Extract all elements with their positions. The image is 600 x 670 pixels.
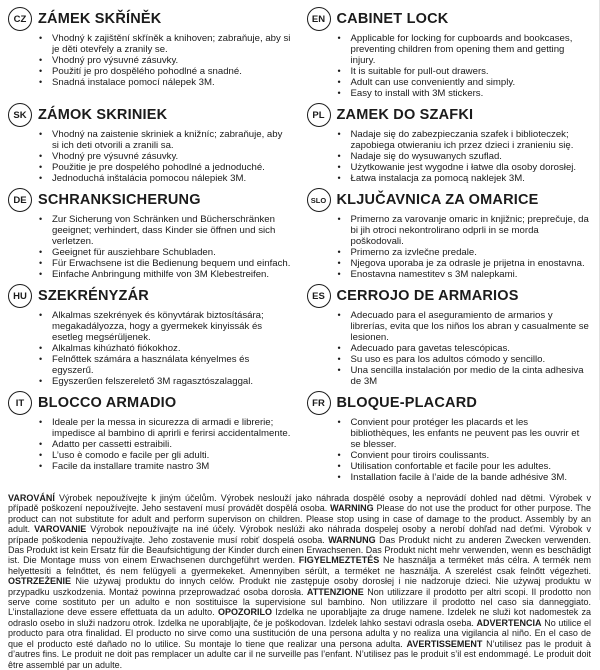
warning-body: Please do not use the product for other purpose. The product can not substitute for adult and perform supervison on children. Please stop using in case of damage to the product. Assembly by an adult. xyxy=(8,503,591,535)
language-badge-hu: HU xyxy=(8,284,32,308)
bullet-item: • Adult can use conveniently and simply. xyxy=(351,77,592,88)
bullet-list-es xyxy=(307,310,592,387)
warning-body: Ne használja a terméket más célra. A termék nem helyettesíti a felnőttet, és nem felügyeli a gyermekeket. Amennyiben sérült, a terméket ne használja. A szerelést csak felnőtt végezheti. xyxy=(8,555,591,576)
bullet-list-fr xyxy=(307,417,592,483)
section-title-fr: BLOQUE-PLACARD xyxy=(336,395,478,411)
bullet-list-en xyxy=(307,33,592,99)
bullet-item: • Adatto per cassetti estraibili. xyxy=(52,439,293,450)
section-title-it: BLOCCO ARMADIO xyxy=(38,395,177,411)
bullet-item: • Einfache Anbringung mithilfe von 3M Klebestreifen. xyxy=(52,269,293,280)
bullet-list-de xyxy=(8,214,293,280)
warning-keyword: OSTRZEŻENIE xyxy=(8,576,72,587)
language-badge-en: EN xyxy=(307,7,331,31)
language-badge-cz: CZ xyxy=(8,7,32,31)
section-header-pl xyxy=(307,103,592,127)
warning-keyword: WARNING xyxy=(330,503,374,514)
warning-keyword: AVERTISSEMENT xyxy=(406,638,483,649)
section-header-hu xyxy=(8,284,293,308)
section-hu xyxy=(8,284,293,387)
section-es xyxy=(307,284,592,387)
warning-keyword: FIGYELMEZTETÉS xyxy=(298,555,380,566)
section-title-pl: ZAMEK DO SZAFKI xyxy=(336,107,474,123)
bullet-item: • Facile da installare tramite nastro 3M xyxy=(52,461,293,472)
warning-body: Non utilizzare il prodotto per altri scopi. Il prodotto non serve come sostituto per un adulto e non sostituisce la supervisione sul bambino. Non utilizzare il prodotto nel caso sia danneggiato. L’installazione deve essere effettuata da un adulto. xyxy=(8,586,592,618)
bullet-item: • Adecuado para gavetas telescópicas. xyxy=(351,343,592,354)
warning-keyword: VAROVANIE xyxy=(34,524,87,535)
section-header-de xyxy=(8,188,293,212)
section-header-it xyxy=(8,391,293,415)
bullet-item: • Použitie je pre dospelého pohodlné a jednoduché. xyxy=(52,162,293,173)
bullet-item: • Primerno za izvlečne predale. xyxy=(351,247,592,258)
section-cz xyxy=(8,7,293,99)
warning-body: Das Produkt nicht zu anderen Zwecken verwenden. Das Produkt ist kein Ersatz für die Beaufsichtigung der Kinder durch einen Erwachsenen. Das Produkt nicht mehr verwenden, wenn es beschädigt ist. Die Montage muss von einem Erwachsenen durchgeführt werden. xyxy=(8,534,591,566)
bullet-item: • Su uso es para los adultos cómodo y sencillo. xyxy=(351,354,592,365)
bullet-item: • Adecuado para el aseguramiento de armarios y librerías, evita que los niños los abran y casualmente se lesionen. xyxy=(351,310,592,343)
bullet-list-hu xyxy=(8,310,293,387)
section-header-sk xyxy=(8,103,293,127)
bullet-item: • Alkalmas szekrények és könyvtárak biztosítására; megakadályozza, hogy a gyermekek kinyissák és esetleg megsérüljenek. xyxy=(52,310,293,343)
warning-keyword: WARNUNG xyxy=(328,534,376,545)
warning-keyword: OPOZORILO xyxy=(217,607,272,618)
section-it xyxy=(8,391,293,483)
section-header-cz xyxy=(8,7,293,31)
language-badge-sk: SK xyxy=(8,103,32,127)
bullet-list-it xyxy=(8,417,293,472)
bullet-item: • Jednoduchá inštalácia pomocou nálepiek 3M. xyxy=(52,173,293,184)
section-en xyxy=(307,7,592,99)
bullet-item: • L’uso è comodo e facile per gli adulti. xyxy=(52,450,293,461)
bullet-item: • Enostavna namestitev s 3M nalepkami. xyxy=(351,269,592,280)
bullet-item: • Nadaje się do zabezpieczania szafek i biblioteczek; zapobiega otwieraniu ich przez dzieci i zranieniu się. xyxy=(351,129,592,151)
bullet-item: • Vhodný pre výsuvné zásuvky. xyxy=(52,151,293,162)
section-title-en: CABINET LOCK xyxy=(336,11,449,27)
bullet-item: • Una sencilla instalación por medio de la cinta adhesiva de 3M xyxy=(351,365,592,387)
bullet-list-pl xyxy=(307,129,592,184)
section-header-fr xyxy=(307,391,592,415)
bullet-item: • Vhodný k zajištění skříněk a knihoven; zabraňuje, aby si je děti otevřely a zranily se. xyxy=(52,33,293,55)
bullet-item: • Zur Sicherung von Schränken und Bücherschränken geeignet; verhindert, dass Kinder sie öffnen und sich verletzen. xyxy=(52,214,293,247)
language-badge-es: ES xyxy=(307,284,331,308)
bullet-item: • Convient pour protéger les placards et les bibliothèques, les enfants ne peuvent pas les ouvrir et se blesser. xyxy=(351,417,592,450)
warning-keyword: VAROVÁNÍ xyxy=(8,493,55,503)
bullet-item: • Snadná instalace pomocí nálepek 3M. xyxy=(52,77,293,88)
section-de xyxy=(8,188,293,280)
warning-keyword: ATTENZIONE xyxy=(306,586,364,597)
bullet-list-sk xyxy=(8,129,293,184)
section-header-en xyxy=(307,7,592,31)
bullet-item: • Njegova uporaba je za odrasle je prijetna in enostavna. xyxy=(351,258,592,269)
bullet-item: • Für Erwachsene ist die Bedienung bequem und einfach. xyxy=(52,258,293,269)
bullet-list-slo xyxy=(307,214,592,280)
language-badge-de: DE xyxy=(8,188,32,212)
bullet-list-cz xyxy=(8,33,293,88)
bullet-item: • Felnőttek számára a használata kényelmes és egyszerű. xyxy=(52,354,293,376)
bullet-item: • Easy to install with 3M stickers. xyxy=(351,88,592,99)
warning-body: Výrobek nepoužívejte k jiným účelům. Výrobek neslouží jako náhrada dospělé osoby a neprovádí dohled nad dětmi. Výrobek v případě poškození nepoužívejte. Jeho sestavení musí provádět dospělá osoba. xyxy=(8,493,591,514)
bullet-item: • Convient pour tiroirs coulissants. xyxy=(351,450,592,461)
warning-body: Výrobok nepoužívajte na iné účely. Výrobok neslúži ako náhrada dospelej osoby a nerobí dohľad nad deťmi. Výrobok v prípade poškodenia nepoužívajte. Jeho zostavenie musí robiť dospelá osoba. xyxy=(8,524,591,545)
language-badge-fr: FR xyxy=(307,391,331,415)
warning-body: No utilice el producto para otra finalidad. El producto no sirve como una sustitución de una persona adulta y no realiza una vigilancia al niño. En el caso de que el producto esté dañado no lo utilice. Su montaje lo tiene que realizar una persona adulta. xyxy=(8,617,591,649)
bullet-item: • Geeignet für ausziehbare Schubladen. xyxy=(52,247,293,258)
bullet-item: • Nadaje się do wysuwanych szuflad. xyxy=(351,151,592,162)
bullet-item: • Použití je pro dospělého pohodlné a snadné. xyxy=(52,66,293,77)
section-sk xyxy=(8,103,293,184)
section-title-de: SCHRANKSICHERUNG xyxy=(38,192,201,208)
section-title-sk: ZÁMOK SKRINIEK xyxy=(38,107,168,123)
section-title-slo: KLJUČAVNICA ZA OMARICE xyxy=(336,192,539,208)
language-badge-it: IT xyxy=(8,391,32,415)
bullet-item: • Utilisation confortable et facile pour les adultes. xyxy=(351,461,592,472)
bullet-item: • Łatwa instalacja za pomocą naklejek 3M. xyxy=(351,173,592,184)
bullet-item: • It is suitable for pull-out drawers. xyxy=(351,66,592,77)
section-title-hu: SZEKRÉNYZÁR xyxy=(38,288,149,304)
section-title-es: CERROJO DE ARMARIOS xyxy=(336,288,519,304)
bullet-item: • Użytkowanie jest wygodne i łatwe dla osoby dorosłej. xyxy=(351,162,592,173)
section-pl xyxy=(307,103,592,184)
bullet-item: • Installation facile à l’aide de la bande adhésive 3M. xyxy=(351,472,592,483)
bullet-item: • Alkalmas kihúzható fiókokhoz. xyxy=(52,343,293,354)
bullet-item: • Egyszerűen felszerelető 3M ragasztószalaggal. xyxy=(52,376,293,387)
warning-body: N’utilisez pas le produit à d’autres fins. Le produit ne doit pas remplacer un adulte car il ne surveille pas l’enfant. N’utilisez pas le produit s’il est endommagé. Le produit doit être assemblé par un adulte. xyxy=(8,638,591,670)
warning-keyword: ADVERTENCIA xyxy=(476,617,542,628)
warning-body: Izdelka ne uporabljajte za druge namene. Izdelek ne služi kot nadomestek za odraslo osebo in služi nadzoru otrok. Izdelka ne uporabljajte, če je poškodovan. Izdelek lahko sestavi odrasla oseba. xyxy=(8,607,592,628)
bullet-item: • Ideale per la messa in sicurezza di armadi e librerie; impedisce al bambino di aprirli e ferirsi accidentalmente. xyxy=(52,417,293,439)
bullet-item: • Primerno za varovanje omaric in knjižnic; preprečuje, da bi jih otroci nekontrolirano odprli in se morda poškodovali. xyxy=(351,214,592,247)
section-header-slo xyxy=(307,188,592,212)
language-badge-pl: PL xyxy=(307,103,331,127)
bullet-item: • Vhodný na zaistenie skriniek a knižníc; zabraňuje, aby si ich deti otvorili a zranili sa. xyxy=(52,129,293,151)
section-title-cz: ZÁMEK SKŘÍNĚK xyxy=(38,11,162,27)
language-badge-slo: SLO xyxy=(307,188,331,212)
section-header-es xyxy=(307,284,592,308)
bullet-item: • Vhodný pro výsuvné zásuvky. xyxy=(52,55,293,66)
bullet-item: • Applicable for locking for cupboards and bookcases, preventing children from opening them and getting injury. xyxy=(351,33,592,66)
section-fr xyxy=(307,391,592,483)
warning-body: Nie używaj produktu do innych celów. Produkt nie zastępuje osoby dorosłej i nie nadzoruje dzieci. Nie używaj produktu w przypadku uszkodzenia. Montaż powinna przeprowadzać osoba dorosła. xyxy=(8,576,591,597)
multilingual-warning-paragraph xyxy=(8,493,591,670)
section-slo xyxy=(307,188,592,280)
language-sections-grid xyxy=(8,7,591,486)
